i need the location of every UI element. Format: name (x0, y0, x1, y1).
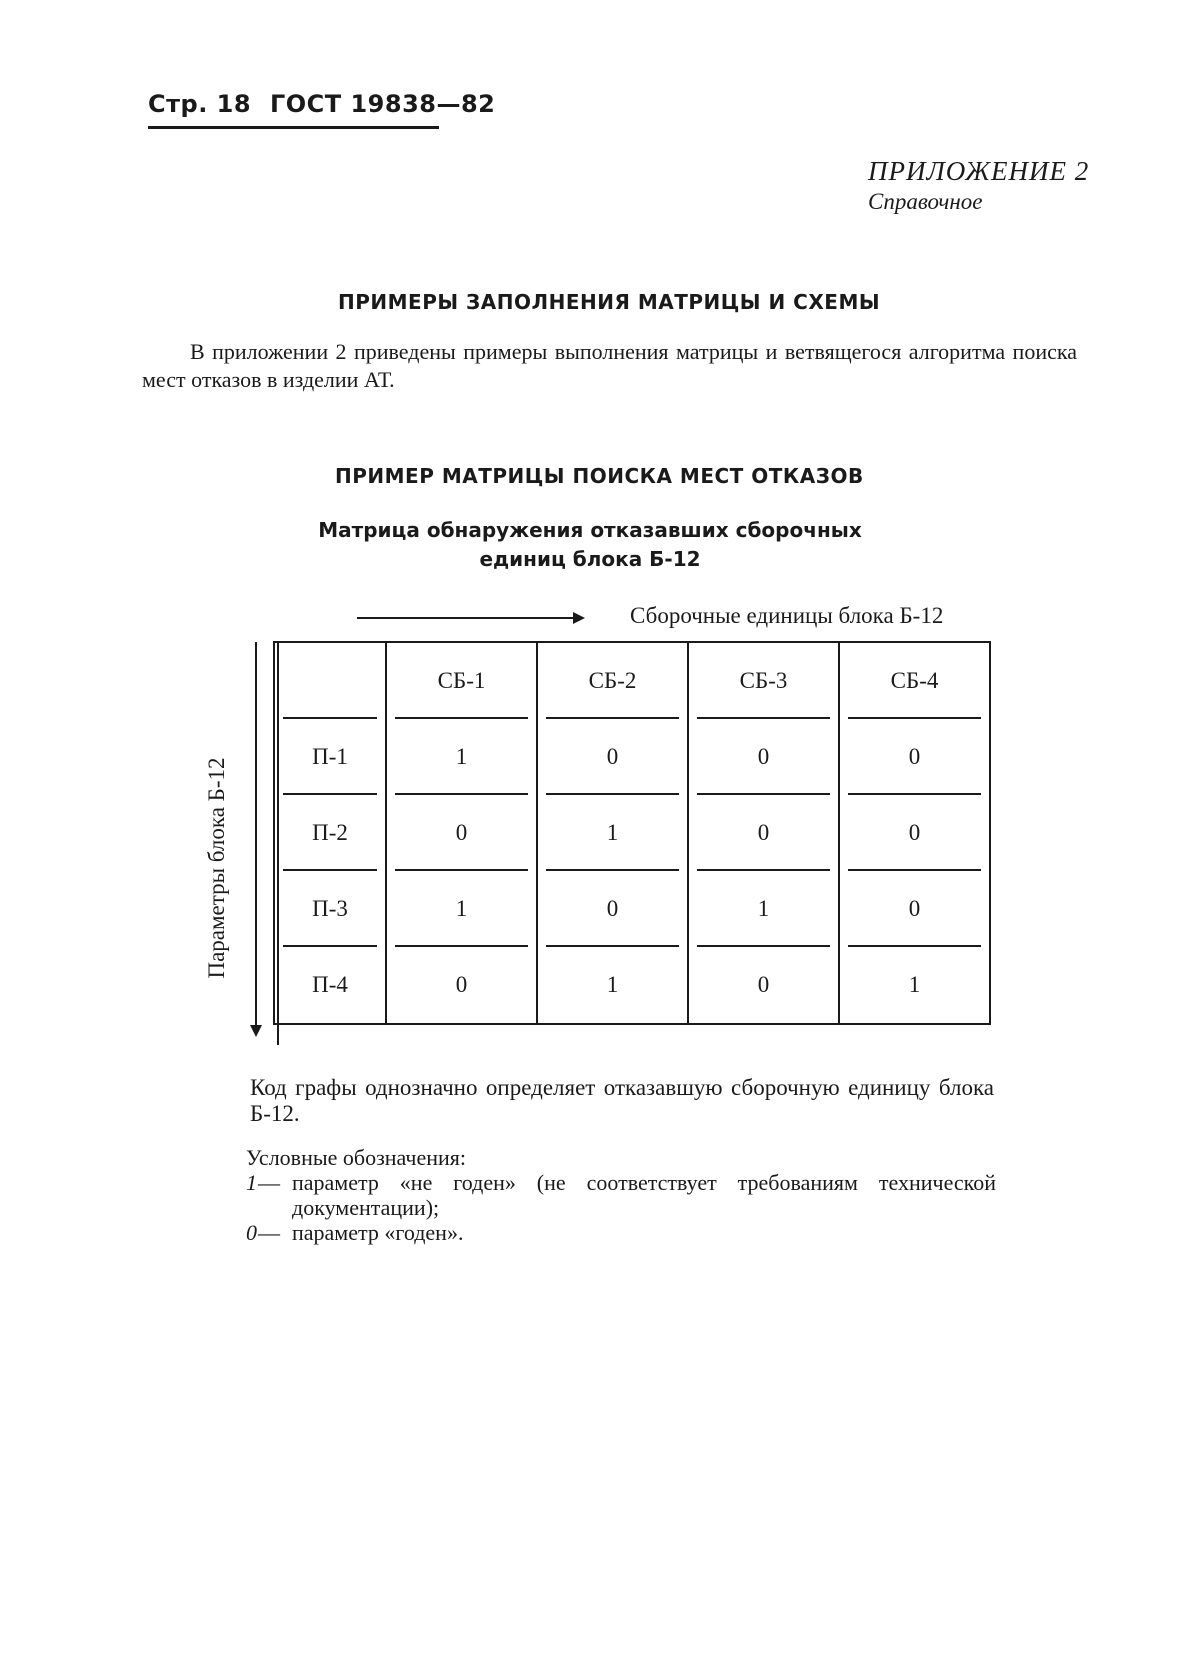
rows-arrow-head-icon (250, 1025, 262, 1037)
standard-designation: ГОСТ 19838—82 (269, 90, 496, 118)
legend-dash: — (258, 1170, 280, 1195)
column-header: СБ-3 (688, 642, 839, 719)
matrix-row (274, 719, 990, 795)
legend-item-fit (246, 1220, 996, 1245)
matrix-cell: 0 (537, 871, 688, 947)
row-header: П-1 (274, 719, 386, 795)
section-heading-examples: ПРИМЕРЫ ЗАПОЛНЕНИЯ МАТРИЦЫ И СХЕМЫ (338, 290, 881, 314)
row-header: П-4 (274, 947, 386, 1024)
legend-text: параметр «годен». (292, 1220, 464, 1245)
matrix-note: Код графы однозначно определяет отказавшую сборочную единицу блока Б-12. (250, 1075, 994, 1126)
matrix-cell: 0 (537, 719, 688, 795)
matrix-cell: 1 (839, 947, 990, 1024)
columns-axis-label: Сборочные единицы блока Б-12 (630, 603, 944, 628)
matrix-cell: 1 (386, 719, 537, 795)
legend-symbol: 1 (246, 1170, 257, 1195)
matrix-cell: 0 (839, 871, 990, 947)
legend-text: параметр «не годен» (не соответствует требованиям технической документации); (292, 1170, 996, 1220)
matrix-cell: 0 (839, 719, 990, 795)
rows-axis-label: Параметры блока Б-12 (204, 757, 229, 979)
legend-title: Условные обозначения: (246, 1145, 467, 1170)
matrix-row (274, 947, 990, 1024)
matrix-caption (300, 516, 880, 574)
legend-dash: — (258, 1220, 280, 1245)
matrix-row (274, 795, 990, 871)
matrix-cell: 1 (386, 871, 537, 947)
matrix-cell: 0 (386, 795, 537, 871)
failure-detection-matrix (273, 641, 991, 1025)
matrix-row (274, 871, 990, 947)
legend-symbol: 0 (246, 1220, 257, 1245)
page-header (148, 90, 505, 118)
matrix-cell: 0 (688, 719, 839, 795)
row-header: П-2 (274, 795, 386, 871)
section-heading-matrix-example: ПРИМЕР МАТРИЦЫ ПОИСКА МЕСТ ОТКАЗОВ (335, 464, 864, 488)
matrix-caption-line-1: Матрица обнаружения отказавших сборочных (318, 518, 862, 542)
matrix-cell: 0 (386, 947, 537, 1024)
matrix-corner-cell (274, 642, 386, 719)
matrix-cell: 0 (688, 947, 839, 1024)
matrix-cell: 0 (839, 795, 990, 871)
column-header: СБ-2 (537, 642, 688, 719)
rows-arrow-line (255, 642, 257, 1025)
matrix-cell: 1 (537, 795, 688, 871)
columns-arrow-head-icon (573, 612, 585, 624)
page-number: Стр. 18 (148, 90, 252, 118)
matrix-caption-line-2: единиц блока Б-12 (479, 547, 701, 571)
column-header: СБ-1 (386, 642, 537, 719)
appendix-subtitle: Справочное (868, 189, 983, 214)
matrix-header-row (274, 642, 990, 719)
header-rule (148, 126, 439, 129)
row-header: П-3 (274, 871, 386, 947)
matrix-cell: 1 (688, 871, 839, 947)
appendix-title: ПРИЛОЖЕНИЕ 2 (868, 156, 1090, 186)
intro-paragraph: В приложении 2 приведены примеры выполнения матрицы и ветвящегося алгоритма поиска мест отказов в изделии АТ. (142, 339, 1077, 392)
matrix-cell: 1 (537, 947, 688, 1024)
matrix-cell: 0 (688, 795, 839, 871)
column-header: СБ-4 (839, 642, 990, 719)
legend (246, 1145, 996, 1245)
legend-item-unfit (246, 1170, 996, 1220)
columns-arrow-line (357, 617, 579, 619)
